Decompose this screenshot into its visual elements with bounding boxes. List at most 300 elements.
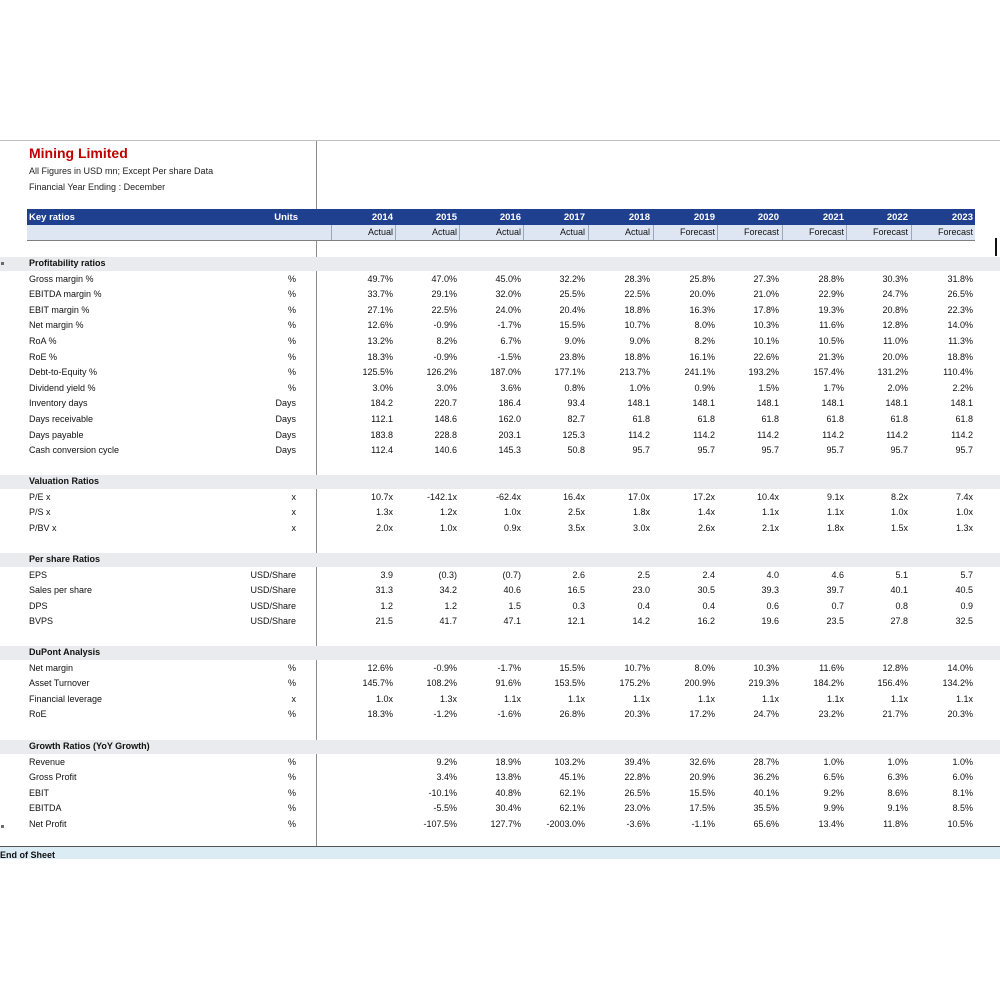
- value-cell[interactable]: 10.5%: [947, 819, 973, 829]
- value-cell[interactable]: 16.3%: [689, 304, 715, 315]
- value-cell[interactable]: 14.2: [632, 616, 650, 627]
- value-cell[interactable]: 148.1: [692, 398, 715, 409]
- value-cell[interactable]: 39.3: [761, 585, 779, 596]
- section-title[interactable]: Profitability ratios: [29, 258, 106, 268]
- value-cell[interactable]: 193.2%: [748, 367, 779, 378]
- value-cell[interactable]: 3.9: [380, 569, 393, 580]
- value-cell[interactable]: 61.8: [955, 414, 973, 424]
- value-cell[interactable]: 12.1: [567, 616, 585, 627]
- value-cell[interactable]: 20.0%: [689, 289, 715, 300]
- value-cell[interactable]: 114.2: [951, 429, 973, 440]
- value-cell[interactable]: 153.5%: [554, 678, 585, 689]
- value-cell[interactable]: 1.0%: [823, 756, 844, 767]
- value-cell[interactable]: 183.8: [370, 429, 393, 440]
- value-cell[interactable]: 9.2%: [823, 787, 844, 798]
- value-cell[interactable]: 20.0%: [882, 351, 908, 362]
- value-cell[interactable]: 20.3%: [624, 709, 650, 720]
- value-cell[interactable]: 18.9%: [495, 756, 521, 767]
- period-type-label[interactable]: Actual: [367, 227, 393, 237]
- value-cell[interactable]: 27.3%: [753, 273, 779, 284]
- value-cell[interactable]: 134.2%: [942, 678, 973, 689]
- value-cell[interactable]: 4.0: [766, 569, 779, 580]
- header-key-ratios[interactable]: Key ratios: [29, 212, 75, 223]
- value-cell[interactable]: 1.7%: [823, 382, 844, 393]
- row-label[interactable]: Net margin %: [29, 320, 84, 331]
- value-cell[interactable]: 0.4: [637, 600, 650, 611]
- year-header[interactable]: 2018: [628, 212, 650, 223]
- value-cell[interactable]: 10.3%: [753, 320, 779, 331]
- row-label[interactable]: RoA %: [29, 336, 57, 346]
- value-cell[interactable]: 148.1: [885, 398, 908, 409]
- header-units[interactable]: Units: [274, 212, 298, 223]
- value-cell[interactable]: 30.5: [697, 585, 715, 596]
- value-cell[interactable]: 9.1%: [887, 803, 908, 814]
- value-cell[interactable]: 93.4: [567, 398, 585, 409]
- value-cell[interactable]: 40.8%: [495, 787, 521, 798]
- row-label[interactable]: Asset Turnover: [29, 678, 90, 689]
- value-cell[interactable]: 1.1x: [567, 693, 585, 704]
- value-cell[interactable]: -3.6%: [626, 819, 650, 829]
- value-cell[interactable]: -0.9%: [433, 351, 457, 362]
- row-label[interactable]: Inventory days: [29, 398, 88, 409]
- year-header[interactable]: 2014: [371, 212, 393, 223]
- value-cell[interactable]: 2.2%: [952, 382, 973, 393]
- value-cell[interactable]: 10.7%: [624, 662, 650, 673]
- value-cell[interactable]: 61.8: [826, 414, 844, 424]
- period-type-label[interactable]: Forecast: [679, 227, 715, 237]
- value-cell[interactable]: 177.1%: [554, 367, 585, 378]
- row-label[interactable]: Net margin: [29, 662, 74, 673]
- value-cell[interactable]: 12.8%: [882, 320, 908, 331]
- value-cell[interactable]: -1.7%: [497, 320, 521, 331]
- value-cell[interactable]: 11.0%: [883, 336, 908, 346]
- value-cell[interactable]: 22.9%: [818, 289, 844, 300]
- value-cell[interactable]: 114.2: [886, 429, 908, 440]
- period-type-label[interactable]: Actual: [559, 227, 585, 237]
- value-cell[interactable]: 26.5%: [947, 289, 973, 300]
- value-cell[interactable]: 2.4: [702, 569, 715, 580]
- value-cell[interactable]: 28.8%: [818, 273, 844, 284]
- value-cell[interactable]: 24.7%: [882, 289, 908, 300]
- value-cell[interactable]: 22.6%: [753, 351, 779, 362]
- value-cell[interactable]: 5.7: [960, 569, 973, 580]
- value-cell[interactable]: -0.9%: [433, 320, 457, 331]
- value-cell[interactable]: 10.3%: [753, 662, 779, 673]
- value-cell[interactable]: 0.8%: [564, 382, 585, 393]
- value-cell[interactable]: 148.6: [434, 414, 457, 424]
- value-cell[interactable]: 0.3: [572, 600, 585, 611]
- period-type-label[interactable]: Actual: [431, 227, 457, 237]
- row-unit[interactable]: %: [287, 803, 296, 814]
- value-cell[interactable]: 184.2%: [813, 678, 844, 689]
- period-type-label[interactable]: Forecast: [808, 227, 844, 237]
- value-cell[interactable]: 40.1: [890, 585, 908, 596]
- value-cell[interactable]: 25.8%: [689, 273, 715, 284]
- value-cell[interactable]: 156.4%: [877, 678, 908, 689]
- value-cell[interactable]: 28.7%: [753, 756, 779, 767]
- value-cell[interactable]: 34.2: [439, 585, 457, 596]
- value-cell[interactable]: 23.2%: [818, 709, 844, 720]
- value-cell[interactable]: 49.7%: [367, 273, 393, 284]
- row-unit[interactable]: x: [291, 522, 296, 533]
- value-cell[interactable]: 0.7: [831, 600, 844, 611]
- value-cell[interactable]: 9.0%: [564, 336, 585, 346]
- row-unit[interactable]: Days: [275, 445, 296, 456]
- value-cell[interactable]: 15.5%: [689, 787, 715, 798]
- value-cell[interactable]: 8.6%: [887, 787, 908, 798]
- section-title[interactable]: Per share Ratios: [29, 554, 101, 564]
- value-cell[interactable]: 1.1x: [697, 693, 715, 704]
- value-cell[interactable]: 18.8%: [624, 304, 650, 315]
- value-cell[interactable]: 23.0%: [624, 803, 650, 814]
- value-cell[interactable]: 95.7: [826, 445, 844, 456]
- value-cell[interactable]: 103.2%: [554, 756, 585, 767]
- value-cell[interactable]: 0.6: [766, 600, 779, 611]
- value-cell[interactable]: 6.7%: [500, 336, 521, 346]
- row-unit[interactable]: %: [287, 787, 296, 798]
- value-cell[interactable]: 1.1x: [503, 693, 521, 704]
- value-cell[interactable]: 1.8x: [826, 522, 844, 533]
- value-cell[interactable]: 187.0%: [490, 367, 521, 378]
- row-label[interactable]: P/S x: [29, 507, 51, 518]
- value-cell[interactable]: 140.6: [434, 445, 457, 456]
- value-cell[interactable]: 27.1%: [367, 304, 393, 315]
- value-cell[interactable]: 0.4: [702, 600, 715, 611]
- row-label[interactable]: Gross margin %: [29, 273, 94, 284]
- value-cell[interactable]: 0.9x: [503, 522, 521, 533]
- row-unit[interactable]: %: [287, 289, 296, 300]
- value-cell[interactable]: 14.0%: [947, 662, 973, 673]
- value-cell[interactable]: 1.2: [444, 600, 457, 611]
- year-header[interactable]: 2020: [757, 212, 779, 223]
- value-cell[interactable]: 1.1x: [955, 693, 973, 704]
- value-cell[interactable]: 0.9: [960, 600, 973, 611]
- value-cell[interactable]: 8.0%: [694, 662, 715, 673]
- row-label[interactable]: Cash conversion cycle: [29, 445, 120, 456]
- value-cell[interactable]: 2.0%: [887, 382, 908, 393]
- value-cell[interactable]: 175.2%: [619, 678, 650, 689]
- value-cell[interactable]: 8.1%: [952, 787, 973, 798]
- value-cell[interactable]: 1.8x: [632, 507, 650, 518]
- value-cell[interactable]: 17.8%: [753, 304, 779, 315]
- value-cell[interactable]: 1.0%: [887, 756, 908, 767]
- value-cell[interactable]: 16.4x: [562, 491, 585, 502]
- value-cell[interactable]: -1.5%: [497, 351, 521, 362]
- value-cell[interactable]: 24.7%: [753, 709, 779, 720]
- value-cell[interactable]: 2.6: [572, 569, 585, 580]
- value-cell[interactable]: 14.0%: [947, 320, 973, 331]
- value-cell[interactable]: 200.9%: [684, 678, 715, 689]
- value-cell[interactable]: 20.4%: [559, 304, 585, 315]
- row-label[interactable]: RoE: [29, 709, 47, 720]
- value-cell[interactable]: 114.2: [693, 429, 715, 440]
- value-cell[interactable]: 61.8: [697, 414, 715, 424]
- value-cell[interactable]: -1.2%: [433, 709, 457, 720]
- value-cell[interactable]: 112.4: [371, 445, 393, 456]
- value-cell[interactable]: 31.8%: [947, 273, 973, 284]
- value-cell[interactable]: 203.1: [498, 429, 521, 440]
- row-unit[interactable]: x: [291, 491, 296, 502]
- value-cell[interactable]: 18.8%: [624, 351, 650, 362]
- value-cell[interactable]: 47.1: [503, 616, 521, 627]
- value-cell[interactable]: 1.0x: [503, 507, 521, 518]
- value-cell[interactable]: 145.7%: [362, 678, 393, 689]
- value-cell[interactable]: 10.1%: [753, 336, 779, 346]
- row-unit[interactable]: USD/Share: [250, 585, 296, 596]
- value-cell[interactable]: 6.3%: [887, 772, 908, 783]
- value-cell[interactable]: 17.0x: [627, 491, 650, 502]
- value-cell[interactable]: 32.2%: [559, 273, 585, 284]
- value-cell[interactable]: 8.2%: [694, 336, 715, 346]
- value-cell[interactable]: 19.6: [761, 616, 779, 627]
- value-cell[interactable]: 1.0x: [375, 693, 393, 704]
- value-cell[interactable]: 16.1%: [689, 351, 715, 362]
- value-cell[interactable]: 17.2%: [689, 709, 715, 720]
- value-cell[interactable]: 17.5%: [689, 803, 715, 814]
- value-cell[interactable]: 50.8: [567, 445, 585, 456]
- row-unit[interactable]: x: [291, 507, 296, 518]
- section-title[interactable]: DuPont Analysis: [29, 647, 101, 657]
- value-cell[interactable]: 17.2x: [692, 491, 715, 502]
- value-cell[interactable]: 1.5x: [890, 522, 908, 533]
- value-cell[interactable]: 213.7%: [619, 367, 650, 378]
- value-cell[interactable]: 40.5: [955, 585, 973, 596]
- value-cell[interactable]: 30.3%: [882, 273, 908, 284]
- value-cell[interactable]: 1.4x: [697, 507, 715, 518]
- value-cell[interactable]: 108.2%: [426, 678, 457, 689]
- value-cell[interactable]: 131.2%: [877, 367, 908, 378]
- value-cell[interactable]: 228.8: [434, 429, 457, 440]
- row-unit[interactable]: Days: [275, 429, 296, 440]
- value-cell[interactable]: 10.7x: [370, 491, 393, 502]
- period-type-label[interactable]: Actual: [624, 227, 650, 237]
- value-cell[interactable]: -10.1%: [428, 787, 457, 798]
- value-cell[interactable]: 114.2: [822, 429, 844, 440]
- value-cell[interactable]: 20.3%: [947, 709, 973, 720]
- value-cell[interactable]: 2.1x: [761, 522, 779, 533]
- value-cell[interactable]: 39.4%: [624, 756, 650, 767]
- value-cell[interactable]: 1.5%: [758, 382, 779, 393]
- value-cell[interactable]: 110.4%: [943, 367, 973, 378]
- value-cell[interactable]: 9.9%: [823, 803, 844, 814]
- value-cell[interactable]: 9.2%: [436, 756, 457, 767]
- value-cell[interactable]: 3.5x: [567, 522, 585, 533]
- value-cell[interactable]: 148.1: [821, 398, 844, 409]
- row-label[interactable]: Gross Profit: [29, 772, 77, 783]
- value-cell[interactable]: 61.8: [632, 414, 650, 424]
- value-cell[interactable]: 13.4%: [818, 819, 844, 829]
- section-title[interactable]: Growth Ratios (YoY Growth): [29, 741, 150, 751]
- value-cell[interactable]: 95.7: [697, 445, 715, 456]
- value-cell[interactable]: 9.0%: [629, 336, 650, 346]
- value-cell[interactable]: 2.5x: [567, 507, 585, 518]
- value-cell[interactable]: 145.3: [498, 445, 521, 456]
- value-cell[interactable]: 7.4x: [955, 491, 973, 502]
- value-cell[interactable]: 148.1: [627, 398, 650, 409]
- value-cell[interactable]: -1.6%: [497, 709, 521, 720]
- value-cell[interactable]: -107.5%: [423, 819, 457, 829]
- value-cell[interactable]: 1.3x: [955, 522, 973, 533]
- row-label[interactable]: BVPS: [29, 616, 54, 627]
- value-cell[interactable]: 8.2%: [436, 336, 457, 346]
- value-cell[interactable]: 13.2%: [367, 336, 393, 346]
- row-unit[interactable]: %: [287, 336, 296, 346]
- value-cell[interactable]: 186.4: [498, 398, 521, 409]
- value-cell[interactable]: -1.1%: [691, 819, 715, 829]
- row-label[interactable]: P/BV x: [29, 522, 57, 533]
- value-cell[interactable]: (0.7): [502, 569, 521, 580]
- value-cell[interactable]: 1.0x: [439, 522, 457, 533]
- value-cell[interactable]: 28.3%: [624, 273, 650, 284]
- row-unit[interactable]: %: [287, 367, 296, 378]
- value-cell[interactable]: 3.6%: [500, 382, 521, 393]
- value-cell[interactable]: (0.3): [438, 569, 457, 580]
- value-cell[interactable]: 10.7%: [624, 320, 650, 331]
- year-header[interactable]: 2023: [951, 212, 973, 223]
- row-label[interactable]: EPS: [29, 569, 48, 580]
- row-label[interactable]: RoE %: [29, 351, 58, 362]
- value-cell[interactable]: 21.3%: [818, 351, 844, 362]
- row-label[interactable]: Dividend yield %: [29, 382, 96, 393]
- value-cell[interactable]: 16.2: [697, 616, 715, 627]
- value-cell[interactable]: 18.3%: [367, 351, 393, 362]
- value-cell[interactable]: 22.8%: [624, 772, 650, 783]
- value-cell[interactable]: -2003.0%: [546, 819, 585, 829]
- value-cell[interactable]: 3.0%: [372, 382, 393, 393]
- value-cell[interactable]: 11.8%: [883, 819, 908, 829]
- value-cell[interactable]: 0.8: [895, 600, 908, 611]
- value-cell[interactable]: 16.5: [567, 585, 585, 596]
- value-cell[interactable]: 10.4x: [756, 491, 779, 502]
- value-cell[interactable]: -1.7%: [497, 662, 521, 673]
- value-cell[interactable]: 40.1%: [753, 787, 779, 798]
- value-cell[interactable]: 27.8: [890, 616, 908, 627]
- value-cell[interactable]: 11.6%: [819, 662, 844, 673]
- value-cell[interactable]: 15.5%: [559, 320, 585, 331]
- value-cell[interactable]: 47.0%: [431, 273, 457, 284]
- value-cell[interactable]: 125.3: [562, 429, 585, 440]
- value-cell[interactable]: -5.5%: [433, 803, 457, 814]
- row-unit[interactable]: %: [287, 678, 296, 689]
- value-cell[interactable]: 1.0%: [952, 756, 973, 767]
- period-type-label[interactable]: Forecast: [743, 227, 779, 237]
- row-unit[interactable]: Days: [275, 414, 296, 424]
- value-cell[interactable]: 8.0%: [694, 320, 715, 331]
- value-cell[interactable]: 2.6x: [697, 522, 715, 533]
- value-cell[interactable]: 1.0x: [955, 507, 973, 518]
- value-cell[interactable]: 127.7%: [490, 819, 521, 829]
- value-cell[interactable]: 11.3%: [948, 336, 973, 346]
- value-cell[interactable]: 23.8%: [559, 351, 585, 362]
- value-cell[interactable]: 1.2: [380, 600, 393, 611]
- value-cell[interactable]: 3.4%: [436, 772, 457, 783]
- value-cell[interactable]: 9.1x: [826, 491, 844, 502]
- value-cell[interactable]: 33.7%: [367, 289, 393, 300]
- row-unit[interactable]: %: [287, 772, 296, 783]
- value-cell[interactable]: 95.7: [761, 445, 779, 456]
- value-cell[interactable]: 4.6: [831, 569, 844, 580]
- value-cell[interactable]: 21.0%: [753, 289, 779, 300]
- value-cell[interactable]: 1.1x: [632, 693, 650, 704]
- row-unit[interactable]: %: [287, 320, 296, 331]
- value-cell[interactable]: 36.2%: [753, 772, 779, 783]
- value-cell[interactable]: 22.5%: [431, 304, 457, 315]
- row-label[interactable]: Net Profit: [29, 819, 67, 829]
- row-label[interactable]: Revenue: [29, 756, 66, 767]
- value-cell[interactable]: 1.3x: [439, 693, 457, 704]
- value-cell[interactable]: 125.5%: [362, 367, 393, 378]
- value-cell[interactable]: 95.7: [890, 445, 908, 456]
- value-cell[interactable]: 148.1: [950, 398, 973, 409]
- row-label[interactable]: Days receivable: [29, 414, 94, 424]
- value-cell[interactable]: 2.0x: [375, 522, 393, 533]
- value-cell[interactable]: 15.5%: [559, 662, 585, 673]
- value-cell[interactable]: 6.5%: [823, 772, 844, 783]
- value-cell[interactable]: 32.5: [955, 616, 973, 627]
- row-unit[interactable]: %: [287, 662, 296, 673]
- value-cell[interactable]: 26.5%: [624, 787, 650, 798]
- value-cell[interactable]: 35.5%: [753, 803, 779, 814]
- value-cell[interactable]: 148.1: [756, 398, 779, 409]
- period-type-label[interactable]: Actual: [495, 227, 521, 237]
- value-cell[interactable]: -62.4x: [495, 491, 521, 502]
- value-cell[interactable]: 112.1: [371, 414, 393, 424]
- value-cell[interactable]: 1.1x: [890, 693, 908, 704]
- value-cell[interactable]: 13.8%: [495, 772, 521, 783]
- row-unit[interactable]: x: [291, 693, 296, 704]
- row-label[interactable]: DPS: [29, 600, 48, 611]
- year-header[interactable]: 2022: [886, 212, 908, 223]
- value-cell[interactable]: 1.2x: [439, 507, 457, 518]
- value-cell[interactable]: 1.0%: [629, 382, 650, 393]
- row-unit[interactable]: USD/Share: [250, 569, 296, 580]
- value-cell[interactable]: 65.6%: [753, 819, 779, 829]
- value-cell[interactable]: 1.1x: [761, 507, 779, 518]
- row-unit[interactable]: %: [287, 351, 296, 362]
- value-cell[interactable]: 26.8%: [559, 709, 585, 720]
- value-cell[interactable]: 45.1%: [559, 772, 585, 783]
- value-cell[interactable]: 32.6%: [689, 756, 715, 767]
- value-cell[interactable]: 18.3%: [367, 709, 393, 720]
- value-cell[interactable]: 82.7: [567, 414, 585, 424]
- value-cell[interactable]: 20.8%: [882, 304, 908, 315]
- value-cell[interactable]: 95.7: [632, 445, 650, 456]
- row-label[interactable]: P/E x: [29, 491, 51, 502]
- year-header[interactable]: 2015: [435, 212, 457, 223]
- value-cell[interactable]: 3.0%: [436, 382, 457, 393]
- value-cell[interactable]: 1.1x: [826, 507, 844, 518]
- value-cell[interactable]: 31.3: [375, 585, 393, 596]
- value-cell[interactable]: 10.5%: [818, 336, 844, 346]
- value-cell[interactable]: 114.2: [757, 429, 779, 440]
- value-cell[interactable]: 162.0: [498, 414, 521, 424]
- value-cell[interactable]: 29.1%: [431, 289, 457, 300]
- value-cell[interactable]: 1.1x: [826, 693, 844, 704]
- value-cell[interactable]: 184.2: [370, 398, 393, 409]
- value-cell[interactable]: 20.9%: [689, 772, 715, 783]
- value-cell[interactable]: 18.8%: [947, 351, 973, 362]
- row-unit[interactable]: %: [287, 382, 296, 393]
- value-cell[interactable]: 220.7: [434, 398, 457, 409]
- value-cell[interactable]: -0.9%: [433, 662, 457, 673]
- value-cell[interactable]: 95.7: [955, 445, 973, 456]
- value-cell[interactable]: 22.3%: [947, 304, 973, 315]
- value-cell[interactable]: 24.0%: [495, 304, 521, 315]
- value-cell[interactable]: 62.1%: [559, 787, 585, 798]
- value-cell[interactable]: 12.8%: [882, 662, 908, 673]
- value-cell[interactable]: 23.0: [632, 585, 650, 596]
- value-cell[interactable]: 1.1x: [761, 693, 779, 704]
